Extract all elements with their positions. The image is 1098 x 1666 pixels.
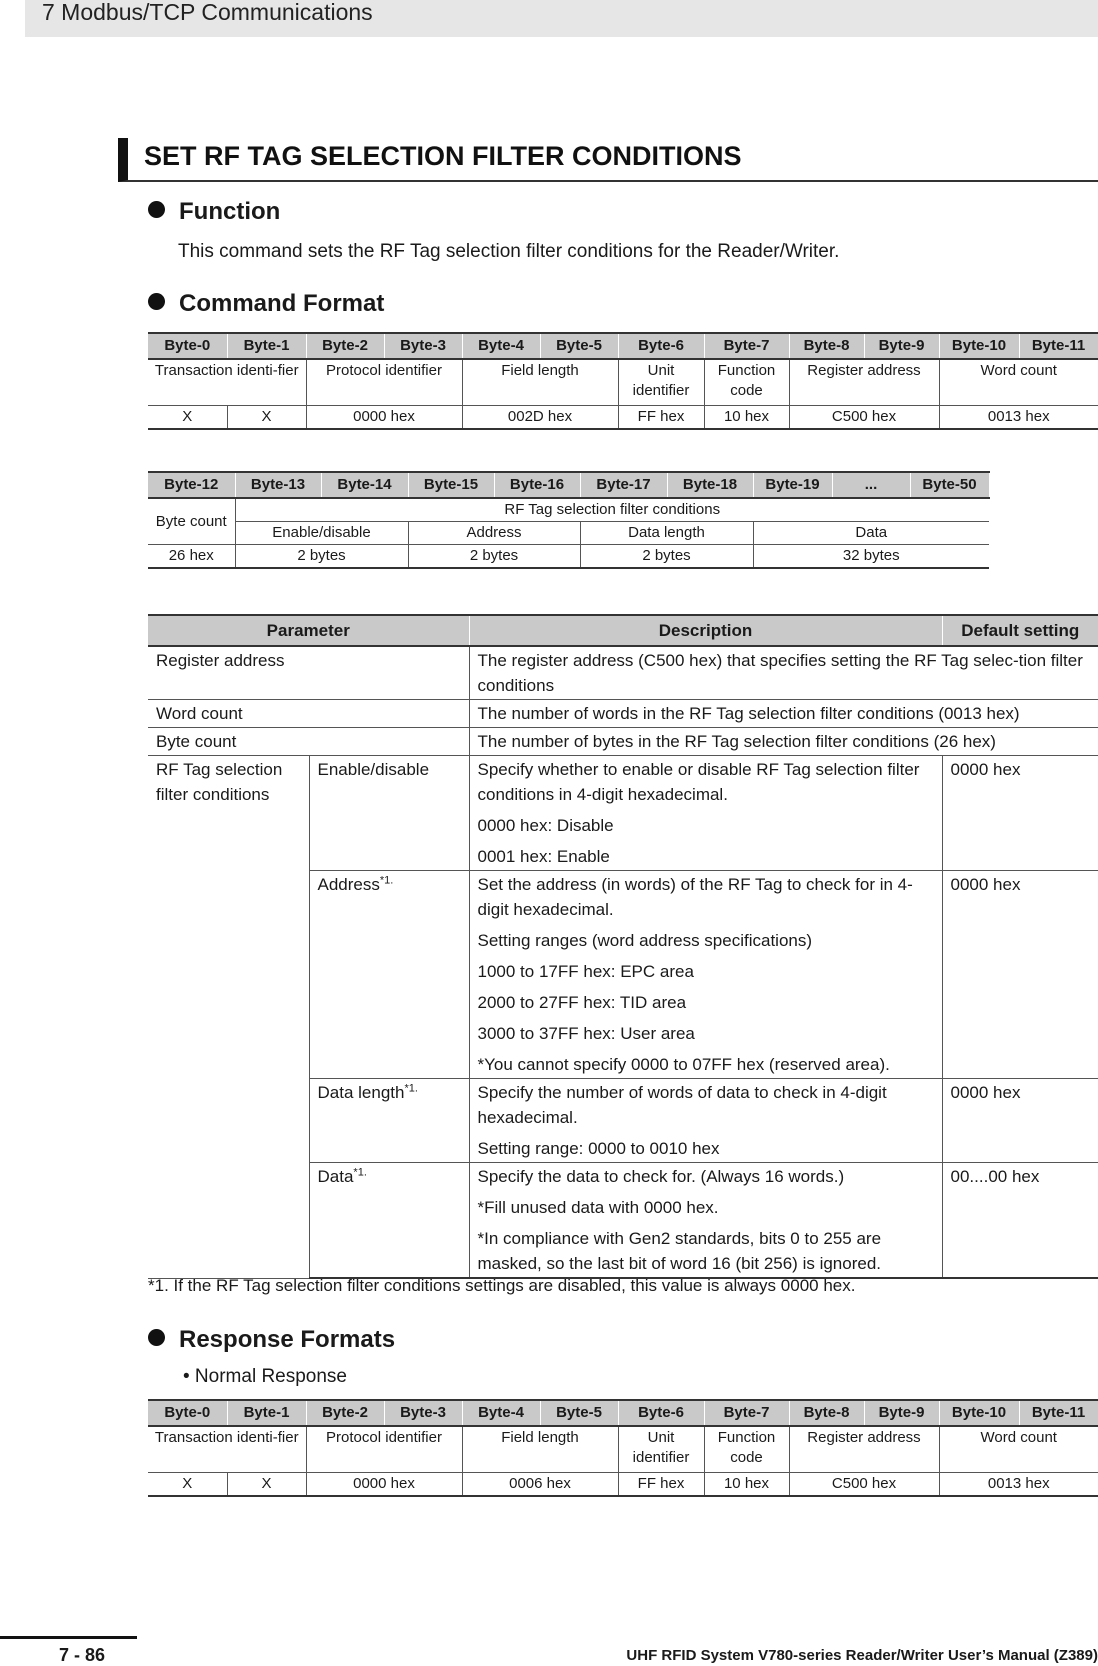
header-cell: Byte-2 bbox=[306, 1400, 384, 1426]
param-default: 0000 hex bbox=[942, 871, 1098, 1079]
value-cell: 2 bytes bbox=[235, 545, 408, 569]
desc-line: 3000 to 37FF hex: User area bbox=[477, 1024, 695, 1043]
desc-line: *Fill unused data with 0000 hex. bbox=[477, 1198, 719, 1217]
value-cell: 0013 hex bbox=[939, 405, 1098, 429]
table-row bbox=[148, 646, 1098, 700]
page-number: 7 - 86 bbox=[59, 1645, 106, 1665]
desc-line: Specify the data to check for. (Always 16 words.) bbox=[477, 1167, 845, 1186]
desc-line: 0000 hex: Disable bbox=[477, 816, 614, 835]
label-cell: Data length bbox=[580, 522, 753, 545]
header-cell: Byte-3 bbox=[384, 333, 462, 359]
normal-response-item: • Normal Response bbox=[183, 1366, 347, 1387]
desc-line: *In compliance with Gen2 standards, bits 0 to 255 are masked, so the last bit of word 16 (bit 256) is ignored. bbox=[477, 1229, 882, 1273]
header-cell: Byte-0 bbox=[148, 1400, 227, 1426]
param-default: 0000 hex bbox=[942, 756, 1098, 871]
param-default: 00....00 hex bbox=[942, 1163, 1098, 1279]
table-row bbox=[148, 359, 1098, 405]
value-cell: 0000 hex bbox=[306, 1472, 462, 1496]
bullet-dot-icon bbox=[148, 293, 165, 310]
label-cell: Address bbox=[408, 522, 580, 545]
param-name: Data$^{*1.}$ bbox=[309, 1163, 469, 1279]
desc-line: Set the address (in words) of the RF Tag to check for in 4-digit hexadecimal. bbox=[477, 875, 913, 919]
label-cell: Word count bbox=[939, 1426, 1098, 1472]
desc-line: *You cannot specify 0000 to 07FF hex (reserved area). bbox=[477, 1055, 890, 1074]
command-format-table-1 bbox=[148, 332, 1098, 430]
desc-line: Setting range: 0000 to 0010 hex bbox=[477, 1139, 720, 1158]
param-name: Word count bbox=[148, 700, 469, 728]
header-cell: Description bbox=[469, 615, 942, 646]
param-name: Register address bbox=[148, 646, 469, 700]
table-row bbox=[148, 522, 989, 545]
value-cell: FF hex bbox=[618, 405, 704, 429]
label-cell: Transaction identi-fier bbox=[148, 1426, 306, 1472]
label-cell: Function code bbox=[704, 359, 789, 405]
label-cell: Function code bbox=[704, 1426, 789, 1472]
table-row bbox=[148, 756, 1098, 871]
value-cell: X bbox=[227, 405, 306, 429]
value-cell: 2 bytes bbox=[580, 545, 753, 569]
header-cell: Byte-8 bbox=[789, 333, 864, 359]
label-cell: Field length bbox=[462, 359, 618, 405]
function-text: This command sets the RF Tag selection filter conditions for the Reader/Writer. bbox=[178, 241, 840, 262]
header-cell: Byte-4 bbox=[462, 1400, 540, 1426]
label-cell: Data bbox=[753, 522, 989, 545]
param-desc bbox=[469, 871, 942, 1079]
header-cell: Byte-1 bbox=[227, 1400, 306, 1426]
value-cell: 10 hex bbox=[704, 405, 789, 429]
label-cell: Transaction identi-fier bbox=[148, 359, 306, 405]
param-desc bbox=[469, 1163, 942, 1279]
header-cell: Byte-9 bbox=[864, 333, 939, 359]
header-cell: Byte-6 bbox=[618, 1400, 704, 1426]
header-cell: Default setting bbox=[942, 615, 1098, 646]
header-cell: Byte-10 bbox=[939, 333, 1019, 359]
param-name: Data length$^{*1.}$ bbox=[309, 1079, 469, 1163]
value-cell: FF hex bbox=[618, 1472, 704, 1496]
param-name: Enable/disable bbox=[309, 756, 469, 871]
header-cell: Byte-14 bbox=[321, 472, 408, 498]
table-row bbox=[148, 1426, 1098, 1472]
param-desc: The number of bytes in the RF Tag selection filter conditions (26 hex) bbox=[469, 728, 1098, 756]
bullet-dot-icon bbox=[148, 1329, 165, 1346]
response-formats-heading: Response Formats bbox=[148, 1326, 395, 1354]
table-row bbox=[148, 405, 1098, 429]
header-cell: Byte-15 bbox=[408, 472, 494, 498]
label-cell: Unit identifier bbox=[618, 359, 704, 405]
section-title: SET RF TAG SELECTION FILTER CONDITIONS bbox=[144, 141, 742, 171]
header-cell: Byte-18 bbox=[667, 472, 753, 498]
value-cell: 0013 hex bbox=[939, 1472, 1098, 1496]
label-cell: Register address bbox=[789, 359, 939, 405]
header-cell: Byte-17 bbox=[580, 472, 667, 498]
header-cell: Byte-50 bbox=[910, 472, 989, 498]
header-cell: Byte-2 bbox=[306, 333, 384, 359]
desc-line: Specify whether to enable or disable RF Tag selection filter conditions in 4-digit hexadecimal. bbox=[477, 760, 920, 804]
table-header-row bbox=[148, 1400, 1098, 1426]
header-cell: Byte-16 bbox=[494, 472, 580, 498]
param-desc bbox=[469, 756, 942, 871]
header-cell: Byte-11 bbox=[1019, 333, 1098, 359]
value-cell: 002D hex bbox=[462, 405, 618, 429]
header-cell: Byte-12 bbox=[148, 472, 235, 498]
table-header-row bbox=[148, 615, 1098, 646]
label-cell: Field length bbox=[462, 1426, 618, 1472]
header-cell: Byte-5 bbox=[540, 333, 618, 359]
label-cell: Unit identifier bbox=[618, 1426, 704, 1472]
value-cell: 0006 hex bbox=[462, 1472, 618, 1496]
function-heading: Function bbox=[148, 198, 280, 226]
desc-line: Specify the number of words of data to check in 4-digit hexadecimal. bbox=[477, 1083, 887, 1127]
header-cell: Byte-7 bbox=[704, 1400, 789, 1426]
param-name: Byte count bbox=[148, 728, 469, 756]
command-format-heading: Command Format bbox=[148, 290, 384, 318]
group-label: RF Tag selection filter conditions bbox=[235, 498, 989, 522]
value-cell: C500 hex bbox=[789, 405, 939, 429]
footnote: *1. If the RF Tag selection filter conditions settings are disabled, this value is always 0000 hex. bbox=[148, 1276, 856, 1295]
desc-line: 2000 to 27FF hex: TID area bbox=[477, 993, 687, 1012]
byte-count-label: Byte count bbox=[148, 498, 235, 545]
footnote-ref: *1. bbox=[404, 1082, 418, 1095]
param-default: 0000 hex bbox=[942, 1079, 1098, 1163]
response-format-table bbox=[148, 1399, 1098, 1497]
section-heading bbox=[118, 138, 1098, 182]
desc-line: Setting ranges (word address specifications) bbox=[477, 931, 813, 950]
table-row bbox=[148, 728, 1098, 756]
header-cell: Byte-11 bbox=[1019, 1400, 1098, 1426]
label-cell: Enable/disable bbox=[235, 522, 408, 545]
table-row bbox=[148, 498, 989, 522]
value-cell: X bbox=[148, 1472, 227, 1496]
command-format-table-2 bbox=[148, 471, 990, 569]
chapter-title: 7 Modbus/TCP Communications bbox=[42, 0, 373, 25]
header-cell: Byte-7 bbox=[704, 333, 789, 359]
header-cell: Byte-4 bbox=[462, 333, 540, 359]
desc-line: 1000 to 17FF hex: EPC area bbox=[477, 962, 694, 981]
value-cell: X bbox=[227, 1472, 306, 1496]
param-name: Address$^{*1.}$ bbox=[309, 871, 469, 1079]
header-cell: Byte-13 bbox=[235, 472, 321, 498]
manual-title: UHF RFID System V780-series Reader/Writer User’s Manual (Z389) bbox=[626, 1647, 1098, 1664]
label-cell: Word count bbox=[939, 359, 1098, 405]
footnote-ref: *1. bbox=[353, 1166, 367, 1179]
header-cell: Byte-5 bbox=[540, 1400, 618, 1426]
page-number-rule bbox=[0, 1636, 137, 1639]
param-desc: The number of words in the RF Tag selection filter conditions (0013 hex) bbox=[469, 700, 1098, 728]
param-desc bbox=[469, 1079, 942, 1163]
header-cell: Byte-19 bbox=[753, 472, 832, 498]
footnote-ref: *1. bbox=[379, 874, 394, 887]
table-row bbox=[148, 700, 1098, 728]
param-group-name: RF Tag selection filter conditions bbox=[148, 756, 309, 1279]
label-cell: Protocol identifier bbox=[306, 359, 462, 405]
bullet-dot-icon bbox=[148, 201, 165, 218]
value-cell: 0000 hex bbox=[306, 405, 462, 429]
value-cell: 26 hex bbox=[148, 545, 235, 569]
label-cell: Protocol identifier bbox=[306, 1426, 462, 1472]
header-cell: Byte-6 bbox=[618, 333, 704, 359]
header-cell: Byte-0 bbox=[148, 333, 227, 359]
value-cell: X bbox=[148, 405, 227, 429]
parameter-table bbox=[148, 614, 1098, 1279]
table-row bbox=[148, 545, 989, 569]
header-cell: Byte-9 bbox=[864, 1400, 939, 1426]
desc-line: 0001 hex: Enable bbox=[477, 847, 610, 866]
header-cell: Byte-10 bbox=[939, 1400, 1019, 1426]
label-cell: Register address bbox=[789, 1426, 939, 1472]
header-cell: Byte-1 bbox=[227, 333, 306, 359]
header-cell: Byte-8 bbox=[789, 1400, 864, 1426]
header-cell: Parameter bbox=[148, 615, 469, 646]
param-desc: The register address (C500 hex) that specifies setting the RF Tag selec-tion filter conditions bbox=[469, 646, 1098, 700]
value-cell: 2 bytes bbox=[408, 545, 580, 569]
value-cell: C500 hex bbox=[789, 1472, 939, 1496]
table-row bbox=[148, 1472, 1098, 1496]
header-cell: ... bbox=[832, 472, 910, 498]
value-cell: 32 bytes bbox=[753, 545, 989, 569]
header-cell: Byte-3 bbox=[384, 1400, 462, 1426]
table-header-row bbox=[148, 472, 989, 498]
table-header-row bbox=[148, 333, 1098, 359]
value-cell: 10 hex bbox=[704, 1472, 789, 1496]
